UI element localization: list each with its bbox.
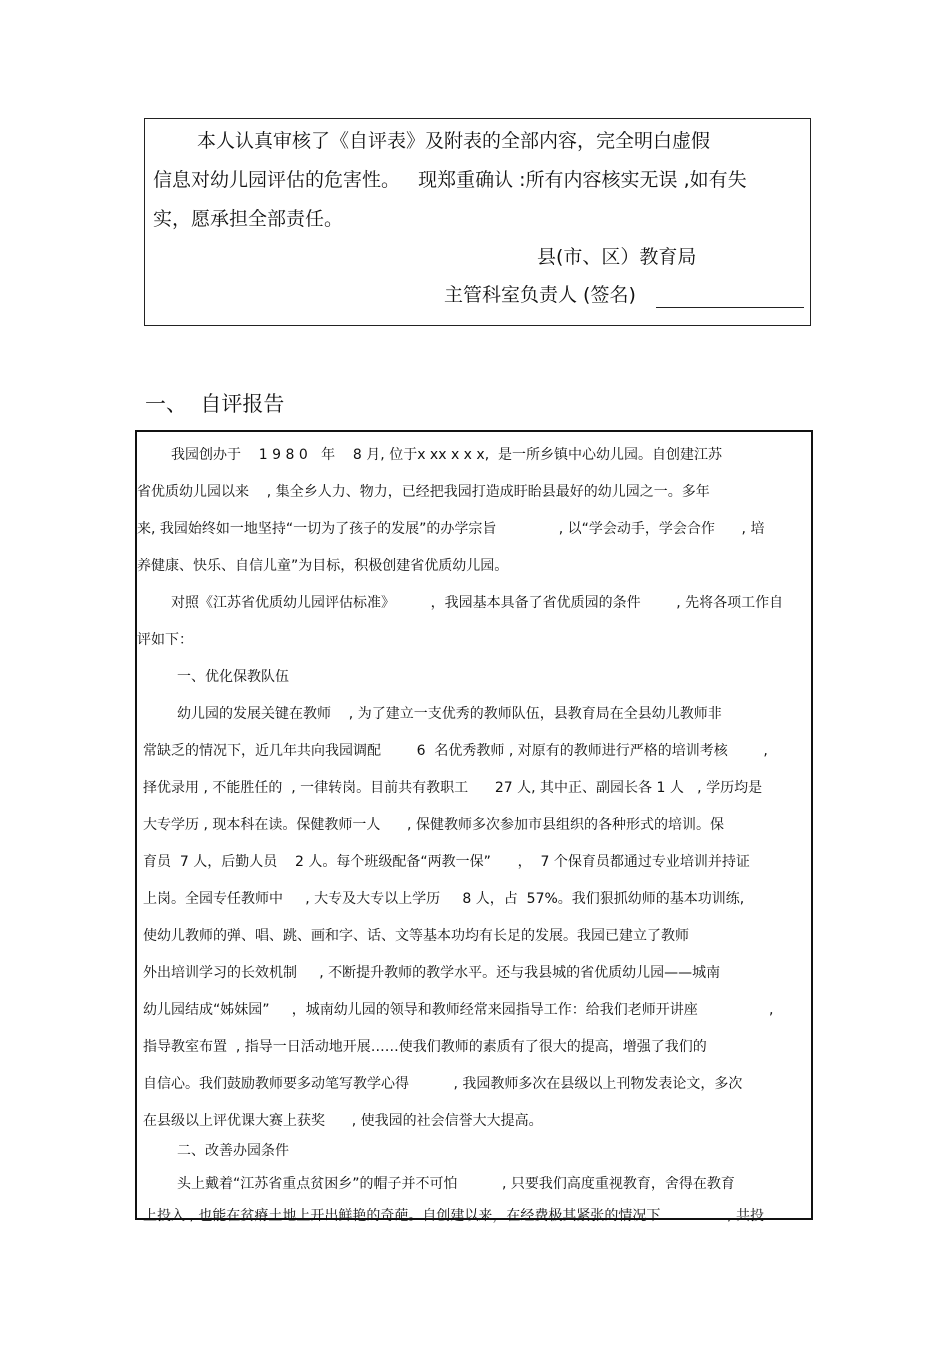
- report-subheading: 二、改善办园条件: [177, 1143, 289, 1159]
- report-line: 上岗。全园专任教师中 , 大专及大专以上学历 8 人，占 57%。我们狠抓幼师的基本功训练,: [143, 891, 745, 907]
- report-line: 指导教室布置 , 指导一日活动地开展……使我们教师的素质有了很大的提高，增强了我们的: [143, 1039, 707, 1055]
- report-subheading: 一、优化保教队伍: [177, 669, 289, 685]
- self-evaluation-report-box: [135, 430, 813, 1224]
- declaration-box: [144, 118, 811, 326]
- report-line: 上投入 , 也能在贫瘠土地上开出鲜艳的奇葩。自创建以来，在经费极其紧张的情况下 , 共投: [143, 1208, 765, 1224]
- section-heading: 一、 自评报告: [145, 392, 285, 416]
- report-line: 幼儿园的发展关键在教师 , 为了建立一支优秀的教师队伍，县教育局在全县幼儿教师非: [177, 706, 722, 722]
- report-line: 大专学历 , 现本科在读。保健教师一人 , 保健教师多次参加市县组织的各种形式的培训。保: [143, 817, 724, 833]
- report-line: 评如下：: [137, 632, 193, 648]
- report-line: 育员 7 人，后勤人员 2 人。每个班级配备“两教一保” ， 7 个保育员都通过专业培训并持证: [143, 854, 750, 870]
- report-line: 在县级以上评优课大赛上获奖 , 使我园的社会信誉大大提高。: [143, 1113, 543, 1129]
- report-line: 常缺乏的情况下，近几年共向我园调配 6 名优秀教师 , 对原有的教师进行严格的培训考核 ,: [143, 743, 768, 759]
- declaration-line-2: 信息对幼儿园评估的危害性。 现郑重确认 :所有内容核实无误 ,如有失: [153, 169, 747, 191]
- report-line: 头上戴着“江苏省重点贫困乡”的帽子并不可怕 , 只要我们高度重视教育，舍得在教育: [177, 1176, 735, 1192]
- report-line: 择优录用 , 不能胜任的 , 一律转岗。目前共有教职工 27 人, 其中正、副园长各 1 人 , 学历均是: [143, 780, 763, 796]
- signature-line[interactable]: [656, 307, 804, 308]
- report-line: 我园创办于 1 9 8 0 年 8 月, 位于x xx x x x, 是一所乡镇中心幼儿园。自创建江苏: [171, 447, 723, 463]
- report-line: 使幼儿教师的弹、唱、跳、画和字、话、文等基本功均有长足的发展。我园已建立了教师: [143, 928, 689, 944]
- declaration-line-3: 实，愿承担全部责任。: [153, 208, 344, 230]
- report-line: 养健康、快乐、自信儿童”为目标，积极创建省优质幼儿园。: [137, 558, 509, 574]
- authority-label: 县(市、区）教育局: [537, 246, 697, 268]
- report-line: 来, 我园始终如一地坚持“一切为了孩子的发展”的办学宗旨 , 以“学会动手，学会合作 , 培: [137, 521, 765, 537]
- signature-label: 主管科室负责人 (签名): [444, 284, 636, 306]
- report-line: 外出培训学习的长效机制 , 不断提升教师的教学水平。还与我县城的省优质幼儿园——城南: [143, 965, 721, 981]
- report-line: 自信心。我们鼓励教师要多动笔写教学心得 , 我园教师多次在县级以上刊物发表论文，多次: [143, 1076, 743, 1092]
- report-line: 省优质幼儿园以来 , 集全乡人力、物力，已经把我园打造成盱眙县最好的幼儿园之一。多年: [137, 484, 710, 500]
- declaration-line-1: 本人认真审核了《自评表》及附表的全部内容，完全明白虚假: [197, 130, 711, 152]
- report-line: 幼儿园结成“姊妹园” ，城南幼儿园的领导和教师经常来园指导工作：给我们老师开讲座 ,: [143, 1002, 774, 1018]
- report-line: 对照《江苏省优质幼儿园评估标准》 ，我园基本具备了省优质园的条件 , 先将各项工作自: [171, 595, 784, 611]
